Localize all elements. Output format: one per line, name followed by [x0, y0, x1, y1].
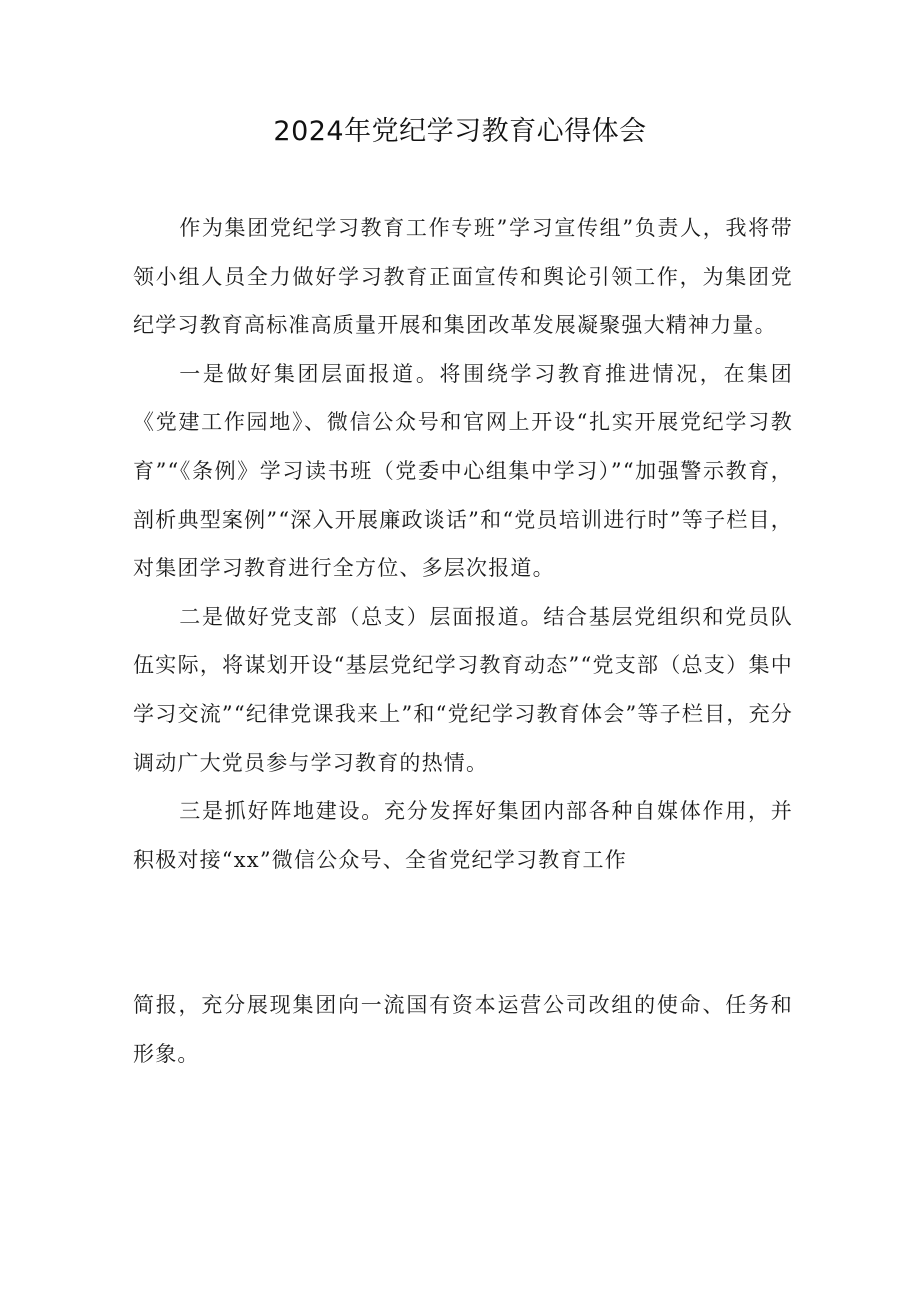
paragraph-platform-building: 三是抓好阵地建设。充分发挥好集团内部各种自媒体作用，并积极对接“xx”微信公众号、全省党纪学习教育工作 — [133, 799, 793, 872]
document-title: 2024年党纪学习教育心得体会 — [273, 116, 647, 147]
paragraph-intro: 作为集团党纪学习教育工作专班”学习宣传组”负责人，我将带领小组人员全力做好学习教育正面宣传和舆论引领工作，为集团党纪学习教育高标准高质量开展和集团改革发展凝聚强大精神力量。 — [133, 216, 793, 338]
document-body-continued — [133, 981, 793, 1078]
paragraph-continuation: 简报，充分展现集团向一流国有资本运营公司改组的使命、任务和形象。 — [133, 993, 793, 1066]
paragraph-branch-report: 二是做好党支部（总支）层面报道。结合基层党组织和党员队伍实际，将谋划开设“基层党纪学习教育动态”“党支部（总支）集中学习交流”“纪律党课我来上”和“党纪学习教育体会”等子栏目，充分调动广大党员参与学习教育的热情。 — [133, 604, 793, 775]
document-body — [133, 204, 793, 884]
paragraph-group-report: 一是做好集团层面报道。将围绕学习教育推进情况，在集团《党建工作园地》、微信公众号和官网上开设“扎实开展党纪学习教育”“《条例》学习读书班（党委中心组集中学习）”“加强警示教育，剖析典型案例”“深入开展廉政谈话”和“党员培训进行时”等子栏目，对集团学习教育进行全方位、多层次报道。 — [133, 361, 793, 581]
